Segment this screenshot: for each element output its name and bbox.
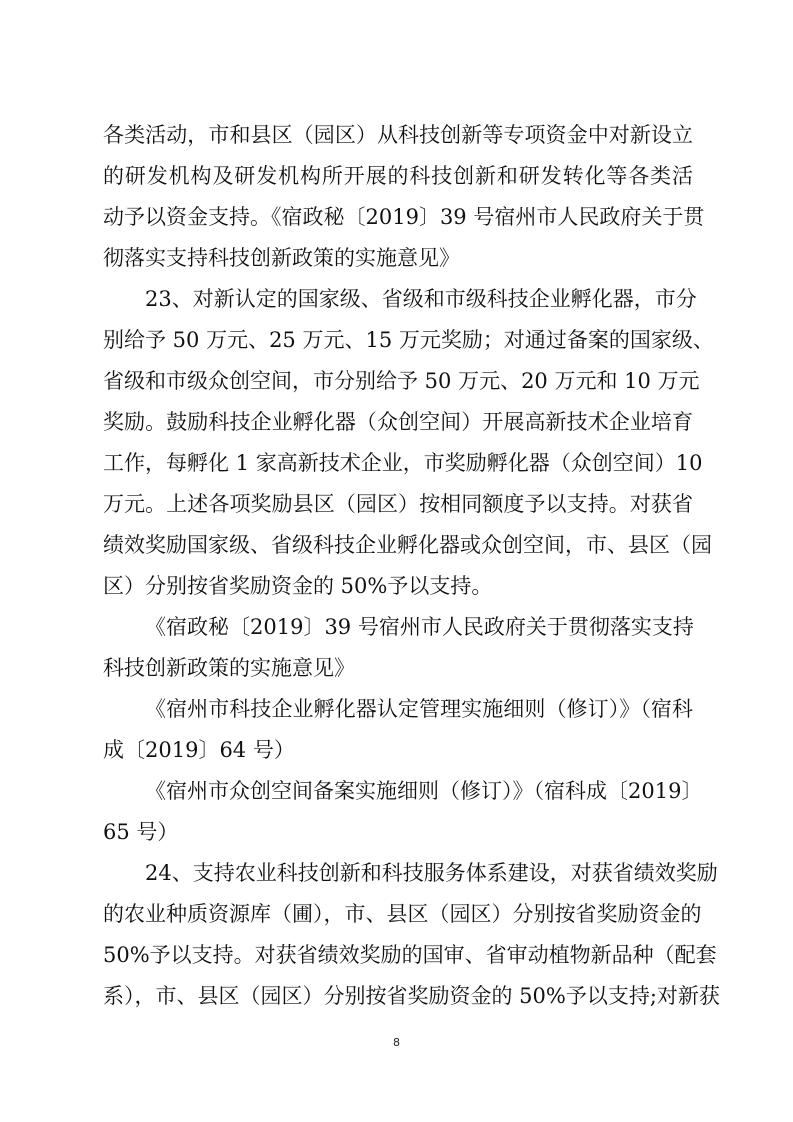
reference-line: 65 号） (103, 820, 179, 844)
reference-line: 成〔2019〕64 号） (103, 738, 295, 762)
text-line: 系），市、县区（园区）分别按省奖励资金的 50%予以支持;对新获 (103, 984, 720, 1008)
text-line: 绩效奖励国家级、省级科技企业孵化器或众创空间，市、县区（园 (103, 533, 712, 557)
text-line: 万元。上述各项奖励县区（园区）按相同额度予以支持。对获省 (103, 492, 693, 516)
text-line: 彻落实支持科技创新政策的实施意见》 (103, 246, 460, 270)
text-line: 23、对新认定的国家级、省级和市级科技企业孵化器，市分 (145, 287, 697, 311)
reference-line: 《宿州市科技企业孵化器认定管理实施细则（修订）》（宿科 (145, 697, 693, 721)
text-line: 工作，每孵化 1 家高新技术企业，市奖励孵化器（众创空间）10 (103, 451, 703, 475)
body-text (103, 115, 720, 1017)
text-line: 各类活动，市和县区（园区）从科技创新等专项资金中对新设立 (103, 123, 693, 147)
text-line: 区）分别按省奖励资金的 50%予以支持。 (103, 574, 493, 598)
text-line: 别给予 50 万元、25 万元、15 万元奖励；对通过备案的国家级、 (103, 328, 714, 352)
text-line: 50%予以支持。对获省绩效奖励的国审、省审动植物新品种（配套 (103, 943, 717, 967)
reference-line: 《宿政秘〔2019〕39 号宿州市人民政府关于贯彻落实支持 (145, 615, 694, 639)
text-line: 的农业种质资源库（圃），市、县区（园区）分别按省奖励资金的 (103, 902, 702, 926)
reference-line: 《宿州市众创空间备案实施细则（修订）》（宿科成〔2019〕 (145, 779, 703, 803)
text-line: 动予以资金支持。《宿政秘〔2019〕39 号宿州市人民政府关于贯 (103, 205, 705, 229)
text-line: 24、支持农业科技创新和科技服务体系建设，对获省绩效奖励 (145, 861, 718, 885)
text-line: 奖励。鼓励科技企业孵化器（众创空间）开展高新技术企业培育 (103, 410, 693, 434)
reference-line: 科技创新政策的实施意见》 (103, 656, 355, 680)
text-line: 的研发机构及研发机构所开展的科技创新和研发转化等各类活 (103, 164, 693, 188)
text-line: 省级和市级众创空间，市分别给予 50 万元、20 万元和 10 万元 (103, 369, 700, 393)
page-number: 8 (393, 1036, 400, 1049)
